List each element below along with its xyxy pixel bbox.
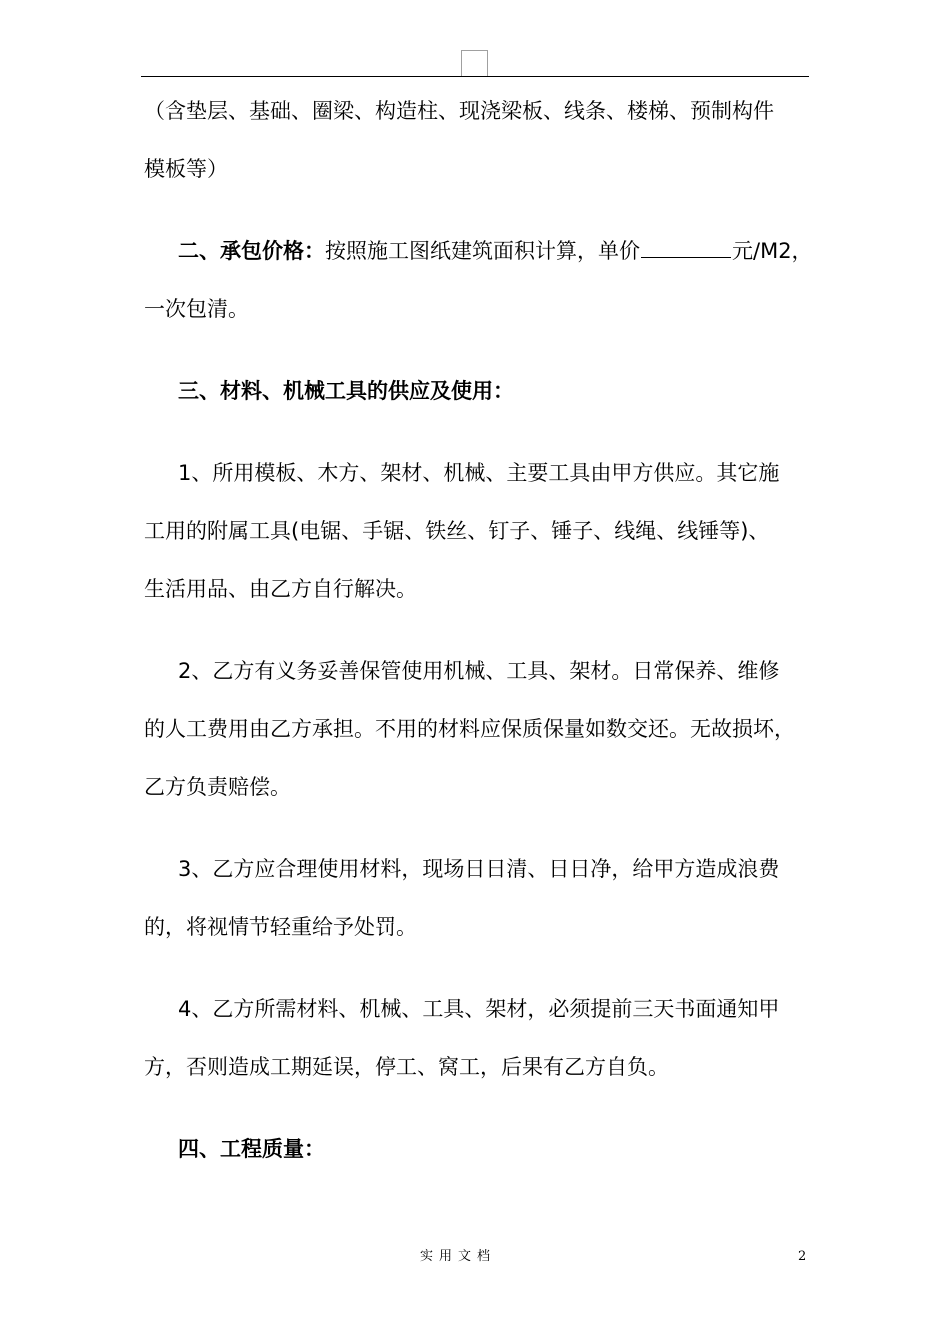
section-2-line [178,236,813,266]
body-text-line: 工用的附属工具(电锯、手锯、铁丝、钉子、锤子、线绳、线锤等)、 [144,519,770,543]
body-text-line: 3、乙方应合理使用材料，现场日日清、日日净，给甲方造成浪费 [178,857,780,881]
body-text-line: 1、所用模板、木方、架材、机械、主要工具由甲方供应。其它施 [178,461,780,485]
body-text-line: 的人工费用由乙方承担。不用的材料应保质保量如数交还。无故损坏， [144,717,795,741]
header-rule [141,76,809,77]
body-text-line: 方，否则造成工期延误，停工、窝工，后果有乙方自负。 [144,1055,669,1079]
unit-price-blank[interactable] [641,237,731,258]
body-text-line: 的，将视情节轻重给予处罚。 [144,915,417,939]
section-2-unit: 元/M2， [732,239,813,263]
section-4-heading: 四、工程质量： [178,1137,325,1161]
body-text-line: 2、乙方有义务妥善保管使用机械、工具、架材。日常保养、维修 [178,659,780,683]
page-number: 2 [798,1249,807,1264]
section-3-heading: 三、材料、机械工具的供应及使用： [178,379,514,403]
body-text-line: 生活用品、由乙方自行解决。 [144,577,417,601]
section-2-heading: 二、承包价格： [178,239,325,263]
footer-label: 实用文档 [420,1249,497,1264]
body-text-line: （含垫层、基础、圈梁、构造柱、现浇梁板、线条、楼梯、预制构件 [144,99,774,123]
body-text-line: 一次包清。 [144,297,249,321]
header-box [461,50,488,76]
body-text-line: 乙方负责赔偿。 [144,775,291,799]
section-2-text: 按照施工图纸建筑面积计算，单价 [325,239,640,263]
body-text-line: 4、乙方所需材料、机械、工具、架材，必须提前三天书面通知甲 [178,997,780,1021]
body-text-line: 模板等） [144,157,228,181]
